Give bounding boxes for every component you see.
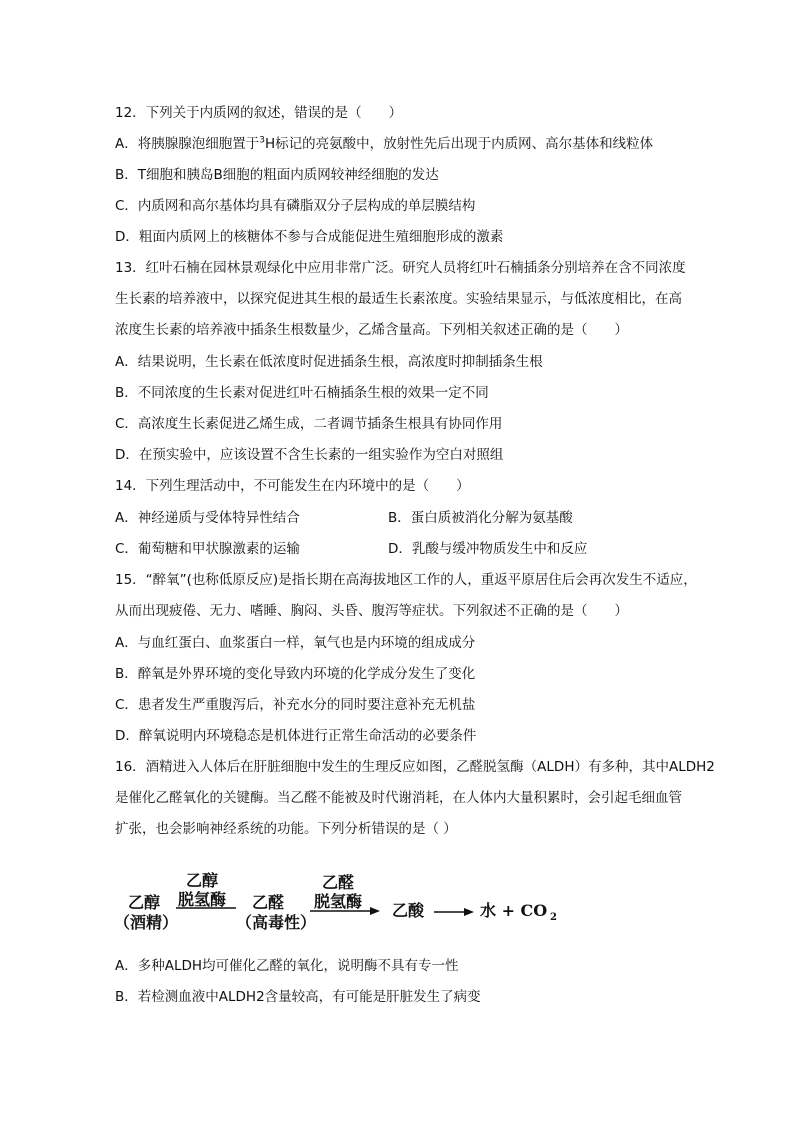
q12-stem: 12．下列关于内质网的叙述，错误的是（ ） <box>115 105 403 121</box>
products-label: 水 + CO <box>480 901 548 920</box>
arrow-2-head <box>370 907 380 915</box>
q13-stem-3: 浓度生长素的培养液中插条生根数量少，乙烯含量高。下列相关叙述正确的是（ ） <box>115 322 628 338</box>
q14-option-c: C．葡萄糖和甲状腺激素的运输 <box>115 541 300 557</box>
q16-stem-1: 16．酒精进入人体后在肝脏细胞中发生的生理反应如图，乙醛脱氢酶（ALDH）有多种，其中ALDH2 <box>115 759 715 775</box>
q13-option-c: C．高浓度生长素促进乙烯生成，二者调节插条生根具有协同作用 <box>115 416 503 432</box>
q12-a-pre: A．将胰腺腺泡细胞置于 <box>115 136 260 152</box>
co2-subscript: 2 <box>550 912 557 923</box>
q13-stem-1: 13．红叶石楠在园林景观绿化中应用非常广泛。研究人员将红叶石楠插条分别培养在含不同浓度 <box>115 260 686 276</box>
q13-stem-2: 生长素的培养液中，以探究促进其生根的最适生长素浓度。实验结果显示，与低浓度相比，在高 <box>115 291 682 307</box>
enzyme1-line1: 乙醇 <box>186 871 219 890</box>
q15-stem-2: 从而出现疲倦、无力、嗜睡、胸闷、头昏、腹泻等症状。下列叙述不正确的是（ ） <box>115 603 628 619</box>
q14-stem: 14．下列生理活动中，不可能发生在内环境中的是（ ） <box>115 478 470 494</box>
acetaldehyde-label: 乙醛 <box>252 893 285 912</box>
metabolism-diagram <box>110 868 580 938</box>
q15-stem-1: 15．“醉氧”(也称低原反应)是指长期在高海拔地区工作的人，重返平原居住后会再次发生不适应， <box>115 572 697 588</box>
q14-option-d: D．乳酸与缓冲物质发生中和反应 <box>388 541 588 557</box>
q12-option-b: B．T细胞和胰岛B细胞的粗面内质网较神经细胞的发达 <box>115 167 439 183</box>
q12-a-sup: 3 <box>259 135 265 146</box>
q13-option-d: D．在预实验中，应该设置不含生长素的一组实验作为空白对照组 <box>115 447 504 463</box>
q12-option-c: C．内质网和高尔基体均具有磷脂双分子层构成的单层膜结构 <box>115 198 476 214</box>
q13-option-a: A．结果说明，生长素在低浓度时促进插条生根，高浓度时抑制插条生根 <box>115 354 543 370</box>
q14-option-b: B．蛋白质被消化分解为氨基酸 <box>388 510 573 526</box>
q16-stem-3: 扩张，也会影响神经系统的功能。下列分析错误的是（ ） <box>115 821 457 837</box>
ethanol-label: 乙醇 <box>128 893 161 912</box>
q16-stem-2: 是催化乙醛氧化的关键酶。当乙醛不能被及时代谢消耗，在人体内大量积累时，会引起毛细血管 <box>115 790 682 806</box>
q12-option-d: D．粗面内质网上的核糖体不参与合成能促进生殖细胞形成的激素 <box>115 229 504 245</box>
q16-option-a: A．多种ALDH均可催化乙醛的氧化，说明酶不具有专一性 <box>115 958 459 974</box>
arrow-3-head <box>464 908 474 916</box>
enzyme1-line2: 脱氢酶 <box>178 890 227 909</box>
q15-option-a: A．与血红蛋白、血浆蛋白一样，氧气也是内环境的组成成分 <box>115 635 476 651</box>
q14-option-a: A．神经递质与受体特异性结合 <box>115 510 300 526</box>
enzyme2-line2: 脱氢酶 <box>314 892 363 911</box>
q15-option-d: D．醉氧说明内环境稳态是机体进行正常生命活动的必要条件 <box>115 728 477 744</box>
q15-option-c: C．患者发生严重腹泻后，补充水分的同时要注意补充无机盐 <box>115 697 476 713</box>
q15-option-b: B．醉氧是外界环境的变化导致内环境的化学成分发生了变化 <box>115 666 476 682</box>
acetic-acid-label: 乙酸 <box>392 901 425 920</box>
q12-a-post: H标记的亮氨酸中，放射性先后出现于内质网、高尔基体和线粒体 <box>264 136 654 152</box>
q12-option-a <box>115 135 653 153</box>
ethanol-note: （酒精） <box>114 913 179 932</box>
q13-option-b: B．不同浓度的生长素对促进红叶石楠插条生根的效果一定不同 <box>115 385 489 401</box>
enzyme2-line1: 乙醛 <box>322 873 355 892</box>
acetaldehyde-note: （高毒性） <box>236 913 317 932</box>
q16-option-b: B．若检测血液中ALDH2含量较高，有可能是肝脏发生了病变 <box>115 989 481 1005</box>
